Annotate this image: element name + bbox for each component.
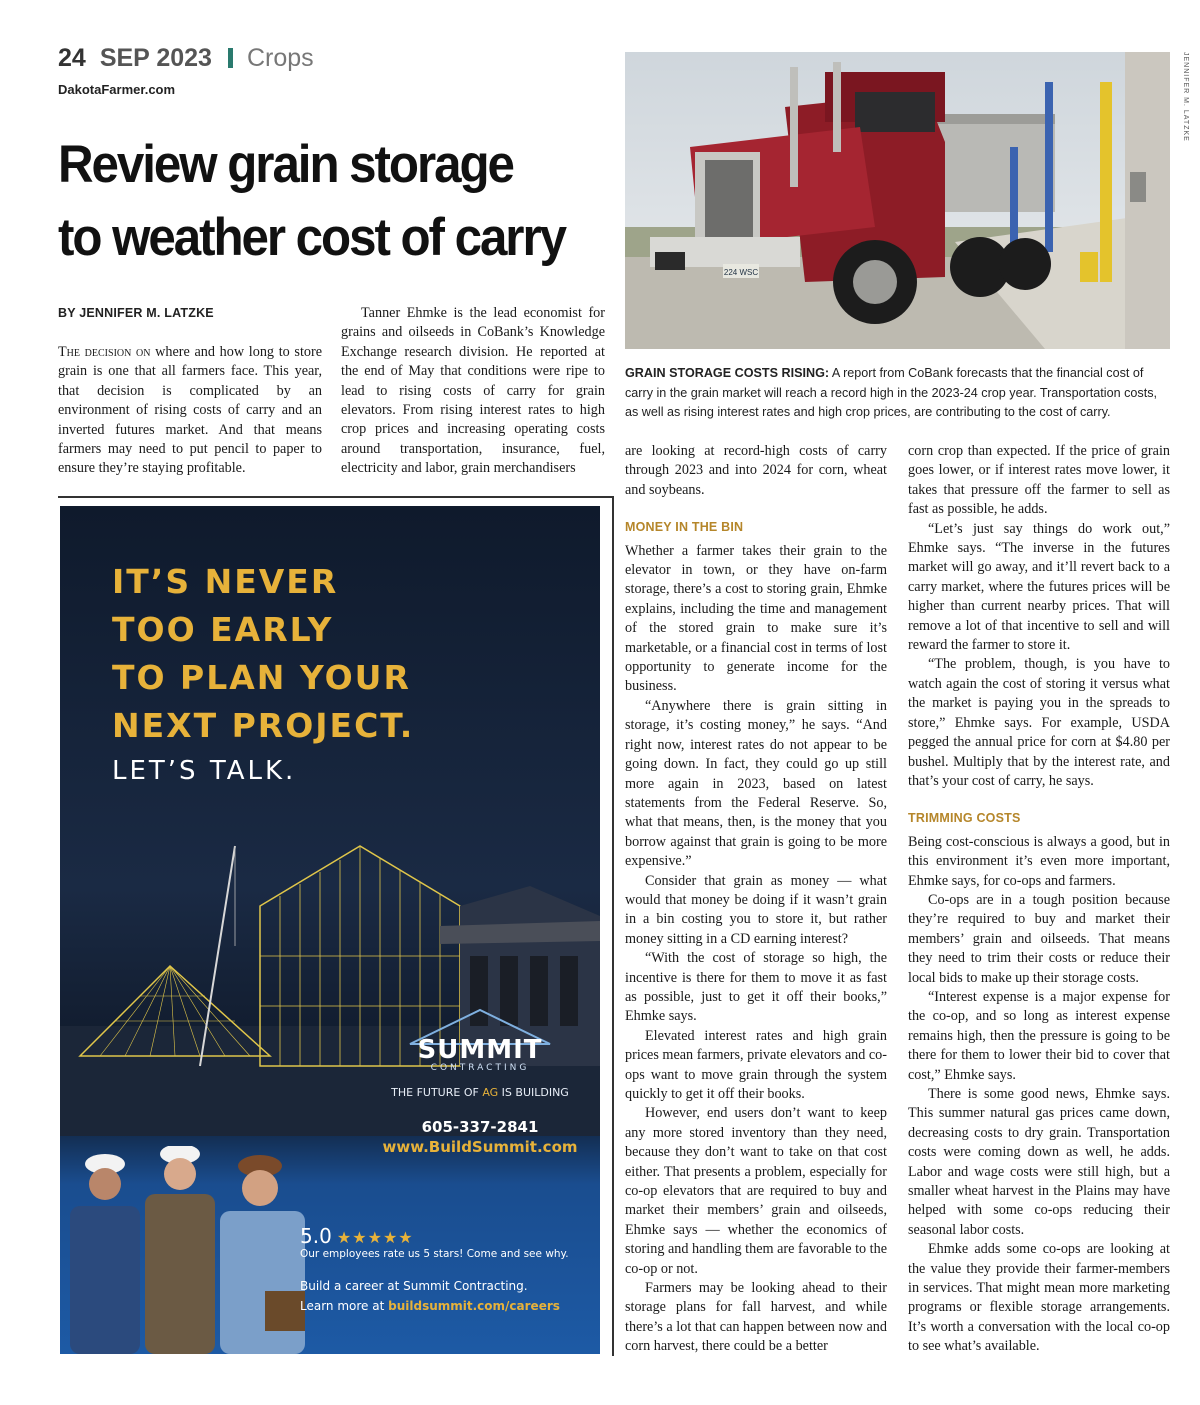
- ad-headline-line: IT’S NEVER: [112, 562, 339, 601]
- paragraph: Elevated interest rates and high grain prices mean farmers, private elevators and co-ops want to move grain through the system quickly to get it off their books.: [625, 1027, 887, 1102]
- article-column-4: [908, 442, 1170, 1357]
- license-plate-text: 224 WSC: [723, 268, 759, 277]
- paragraph: Tanner Ehmke is the lead economist for grains and oilseeds in CoBank’s Knowledge Exchange research division. He reported at the end of May that conditions were ripe to lead to rising costs of carry for grain elevators. From rising interest rates to high crop prices and increasing operating costs around transportation, insurance, fuel, electricity and labor, grain merchandisers: [341, 305, 605, 477]
- caption-text: A report from CoBank forecasts that the financial cost of carry in the grain market will reach a record high in the 2023-24 crop year. Transportation costs, as well as rising interest rates and high crop prices, are contributing to the cost of carry.: [625, 366, 1157, 419]
- truck-photo: [625, 52, 1170, 349]
- article-column-2: [341, 304, 605, 479]
- issue-date: SEP 2023: [99, 44, 212, 72]
- paragraph: “Let’s just say things do work out,” Ehmke says. “The inverse in the futures market will go away, and it’ll revert back to a carry market, where the futures prices will be higher than current nearby prices. That will remove a lot of that incentive to sell and will reward the farmer to store it.: [908, 520, 1170, 654]
- paragraph: Co-ops are in a tough position because they’re required to buy and market their members’ grain and oilseeds. That means they need to trim their costs or reduce their local bids to make up their storage costs.: [908, 891, 1170, 986]
- ad-headline-line: TO PLAN YOUR: [112, 658, 411, 697]
- rating-value: 5.0: [300, 1224, 332, 1248]
- photo-credit: JENNIFER M. LATZKE: [1182, 52, 1189, 142]
- byline: BY JENNIFER M. LATZKE: [58, 306, 214, 320]
- paragraph: Consider that grain as money — what would that money be doing if it wasn’t grain in a bin costing you to store it, but rather money sitting in a CD earning interest?: [625, 872, 887, 947]
- tagline-text: IS BUILDING: [498, 1086, 569, 1099]
- ad-cta: LET’S TALK.: [112, 756, 297, 786]
- headline: [58, 128, 579, 274]
- ad-border-right: [612, 496, 614, 1356]
- tagline-ag: AG: [482, 1086, 499, 1099]
- ad-border-top: [58, 496, 613, 498]
- ad-rating: [300, 1224, 414, 1248]
- star-rating-icon: ★★★★★: [336, 1228, 414, 1247]
- careers-line-2: [300, 1296, 595, 1316]
- section-name: Crops: [246, 44, 314, 72]
- tagline-text: THE FUTURE OF: [391, 1086, 483, 1099]
- subhead-trimming-costs: TRIMMING COSTS: [908, 811, 1021, 826]
- paragraph: “Interest expense is a major expense for the co-op, and so long as interest expense remains high, then the pressure is going to be there for them to lower their bid to cover that cost,” Ehmke says.: [908, 988, 1170, 1083]
- paragraph: Whether a farmer takes their grain to the elevator in town, or they have on-farm storage, there’s a cost to storing grain, Ehmke explains, including the time and management of the stored grain to make sure it’s marketable, or a financial cost in terms of lost opportunity to generate income for the business.: [625, 542, 887, 695]
- page-number: 24: [58, 44, 86, 72]
- ad-careers: [300, 1276, 595, 1316]
- paragraph: “Anywhere there is grain sitting in storage, it’s costing money,” he says. “And right now, interest rates do not appear to be going down. In fact, they could go up still more again in 2023, based on latest statements from the Federal Reserve. So, what that means, then, is the money that you borrow against that grain is going to be more expensive.”: [625, 697, 887, 870]
- folio: [58, 44, 314, 73]
- paragraph: are looking at record-high costs of carry through 2023 and into 2024 for corn, wheat and soybeans.: [625, 443, 887, 498]
- paragraph: Ehmke adds some co-ops are looking at the value they provide their farmer-members in services. That might mean more marketing programs or flexible storage arrangements. It’s worth a conversation with the local co-op to see what’s available.: [908, 1241, 1170, 1355]
- summit-logo: [400, 1006, 560, 1073]
- careers-link[interactable]: buildsummit.com/careers: [388, 1299, 560, 1313]
- ad-headline: [112, 558, 414, 786]
- article-column-3: [625, 442, 887, 1357]
- ad-tagline: [360, 1086, 600, 1099]
- workers-photo: [60, 1146, 310, 1354]
- truck-illustration: [625, 52, 1170, 349]
- careers-text: Learn more at: [300, 1299, 389, 1313]
- lead-in: The decision on: [58, 344, 151, 360]
- paragraph: “The problem, though, is you have to watch again the cost of storing it versus what the market is paying you in the spreads to store,” Ehmke says. For example, USDA pegged the annual price for corn at $4.80 per bushel. Multiply that by the interest rate, and that’s your cost of carry, he says.: [908, 656, 1170, 789]
- ad-phone[interactable]: 605-337-2841: [421, 1118, 539, 1136]
- rating-text: Our employees rate us 5 stars! Come and see why.: [300, 1248, 569, 1260]
- careers-line-1: Build a career at Summit Contracting.: [300, 1279, 528, 1293]
- summit-logo-sub: CONTRACTING: [430, 1063, 530, 1073]
- headline-line-1: Review grain storage: [58, 135, 513, 194]
- article-column-1: [58, 343, 322, 479]
- paragraph: “With the cost of storage so high, the incentive is there for them to move it as fast as possible, just to get it off their books,” Ehmke says.: [625, 950, 887, 1025]
- paragraph: There is some good news, Ehmke says. This summer natural gas prices came down, decreasing costs to dry grain. Transportation costs were coming down as well, he adds. Labor and wage costs were still high, but a smaller wheat harvest in the Plains may have helped with some co-ops reducing their seasonal labor costs.: [908, 1086, 1170, 1238]
- site-name: DakotaFarmer.com: [58, 82, 176, 97]
- summit-advertisement[interactable]: [60, 506, 600, 1354]
- ad-headline-line: TOO EARLY: [112, 610, 334, 649]
- headline-line-2: to weather cost of carry: [58, 208, 565, 267]
- ad-headline-line: NEXT PROJECT.: [112, 706, 415, 745]
- subhead-money-in-the-bin: MONEY IN THE BIN: [625, 520, 744, 535]
- paragraph: However, end users don’t want to keep any more stored inventory than they need, because they don’t want to take on that cost either. That presents a problem, especially for co-op elevators that are required to buy and market their members’ grain and oilseeds, Ehmke says — whether the economics of storing and handling them are favorable to the co-op or not.: [625, 1105, 887, 1277]
- section-divider: [228, 48, 233, 68]
- summit-logo-wordmark: SUMMIT: [417, 1035, 543, 1065]
- paragraph: Farmers may be looking ahead to their storage plans for fall harvest, and while there’s a lot that can happen between now and corn harvest, there could be a better: [625, 1280, 887, 1355]
- paragraph-text: where and how long to store grain is one that all farmers face. This year, that decision is complicated by an environment of rising costs of carry and an inverted futures market. And that means farmers may need to put pencil to paper to ensure they’re staying profitable.: [58, 344, 323, 477]
- paragraph: Being cost-conscious is always a good, but in this environment it’s even more important, Ehmke says, for co-ops and farmers.: [908, 833, 1170, 889]
- photo-caption: [625, 364, 1170, 423]
- paragraph: corn crop than expected. If the price of grain goes lower, or if interest rates move lower, it takes that pressure off the farmer to sell as fast as possible, he adds.: [908, 443, 1170, 518]
- ad-website-link[interactable]: www.BuildSummit.com: [382, 1138, 578, 1156]
- caption-label: GRAIN STORAGE COSTS RISING:: [625, 366, 830, 380]
- paragraph: [58, 343, 322, 479]
